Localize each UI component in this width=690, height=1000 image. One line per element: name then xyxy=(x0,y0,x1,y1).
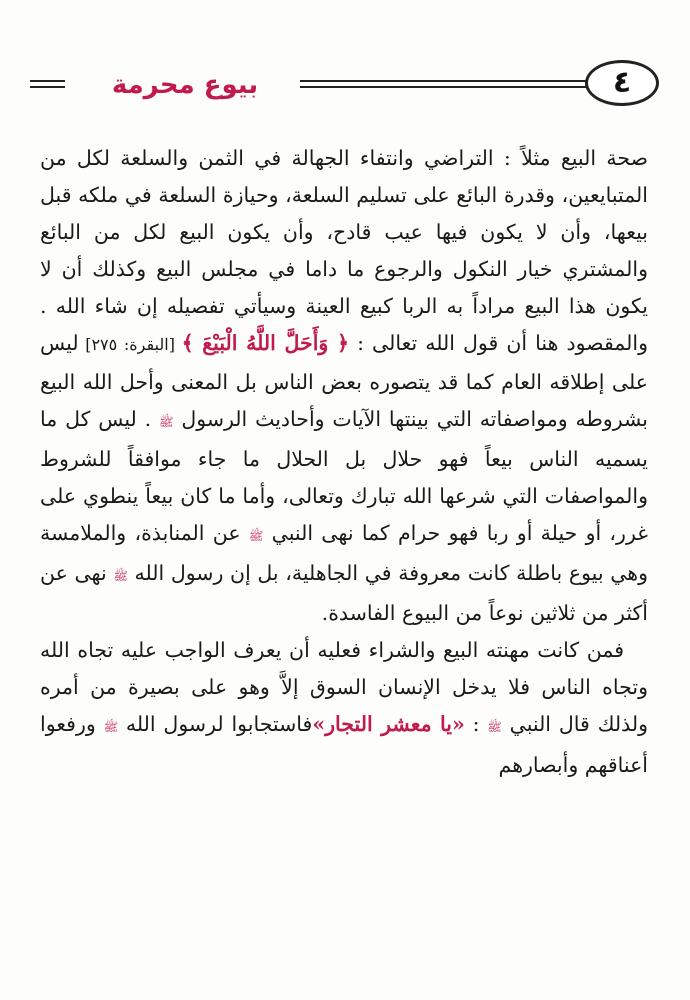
salawat-glyph: ﷺ xyxy=(103,720,119,735)
header-rule xyxy=(30,80,65,82)
text-run: ورفعوا أعناقهم وأبصارهم xyxy=(40,712,648,777)
header-rule xyxy=(300,86,590,88)
header-rule xyxy=(30,86,65,88)
salawat-glyph: ﷺ xyxy=(487,720,502,735)
salawat-glyph: ﷺ xyxy=(248,528,264,543)
page-number-badge xyxy=(585,60,659,106)
salawat-glyph: ﷺ xyxy=(158,414,174,429)
page-number: ٤ xyxy=(612,65,632,100)
text-run: ليس على إطلاقه العام كما قد يتصوره بعض الناس بل المعنى وأحل الله البيع بشروطه ومواصفاته التي بينتها الآيات وأحاديث الرسول xyxy=(40,331,648,431)
quran-verse: ﴿ وَأَحَلَّ اللَّهُ الْبَيْعَ ﴾ xyxy=(181,331,350,356)
text-run: عن المنابذة، والملامسة وهي بيوع باطلة كانت معروفة في الجاهلية، بل إن رسول الله xyxy=(40,520,648,586)
body-text xyxy=(40,140,648,784)
text-run: صحة البيع مثلاً : التراضي وانتفاء الجهالة في الثمن والسلعة لكل من المتبايعين، وقدرة البائع على تسليم السلعة، وحيازة السلعة في ملكه قبل بيعها، وأن لا يكون فيها عيب قادح، وأن يكون البيع لكل من البائع والمشتري خيار النكول والرجوع ما داما في مجلس البيع وكذلك أن لا يكون هذا البيع مراداً به الربا كبيع العينة وسيأتي تفصيله إن شاء الله . والمقصود هنا أن قول الله تعالى : xyxy=(40,146,649,356)
page-header xyxy=(30,60,660,110)
text-run: فمن كانت مهنته البيع والشراء فعليه أن يعرف الواجب عليه تجاه الله وتجاه الناس فلا يدخل الإنسان السوق إلاَّ وهو على بصيرة من أمره ولذلك قال النبي xyxy=(40,638,648,737)
verse-reference: [البقرة: ٢٧٥] xyxy=(78,335,182,355)
text-run: نهى عن أكثر من ثلاثين نوعاً من البيوع الفاسدة. xyxy=(40,561,648,626)
header-rule xyxy=(300,80,590,82)
salawat-glyph: ﷺ xyxy=(113,569,128,584)
running-title: بيوع محرمة xyxy=(111,70,259,100)
text-run: : xyxy=(464,712,488,737)
paragraph xyxy=(40,632,648,783)
hadith-quote: «يا معشر التجار» xyxy=(312,712,465,737)
paragraph xyxy=(40,140,648,632)
text-run: . ليس كل ما يسميه الناس بيعاً فهو حلال بل الحلال ما جاء موافقاً للشروط والمواصفات التي شرعها الله تبارك وتعالى، وأما ما كان بيعاً ينطوي على غرر، أو حيلة أو ربا فهو حرام كما نهى النبي xyxy=(40,406,648,545)
text-run: فاستجابوا لرسول الله xyxy=(118,712,313,737)
